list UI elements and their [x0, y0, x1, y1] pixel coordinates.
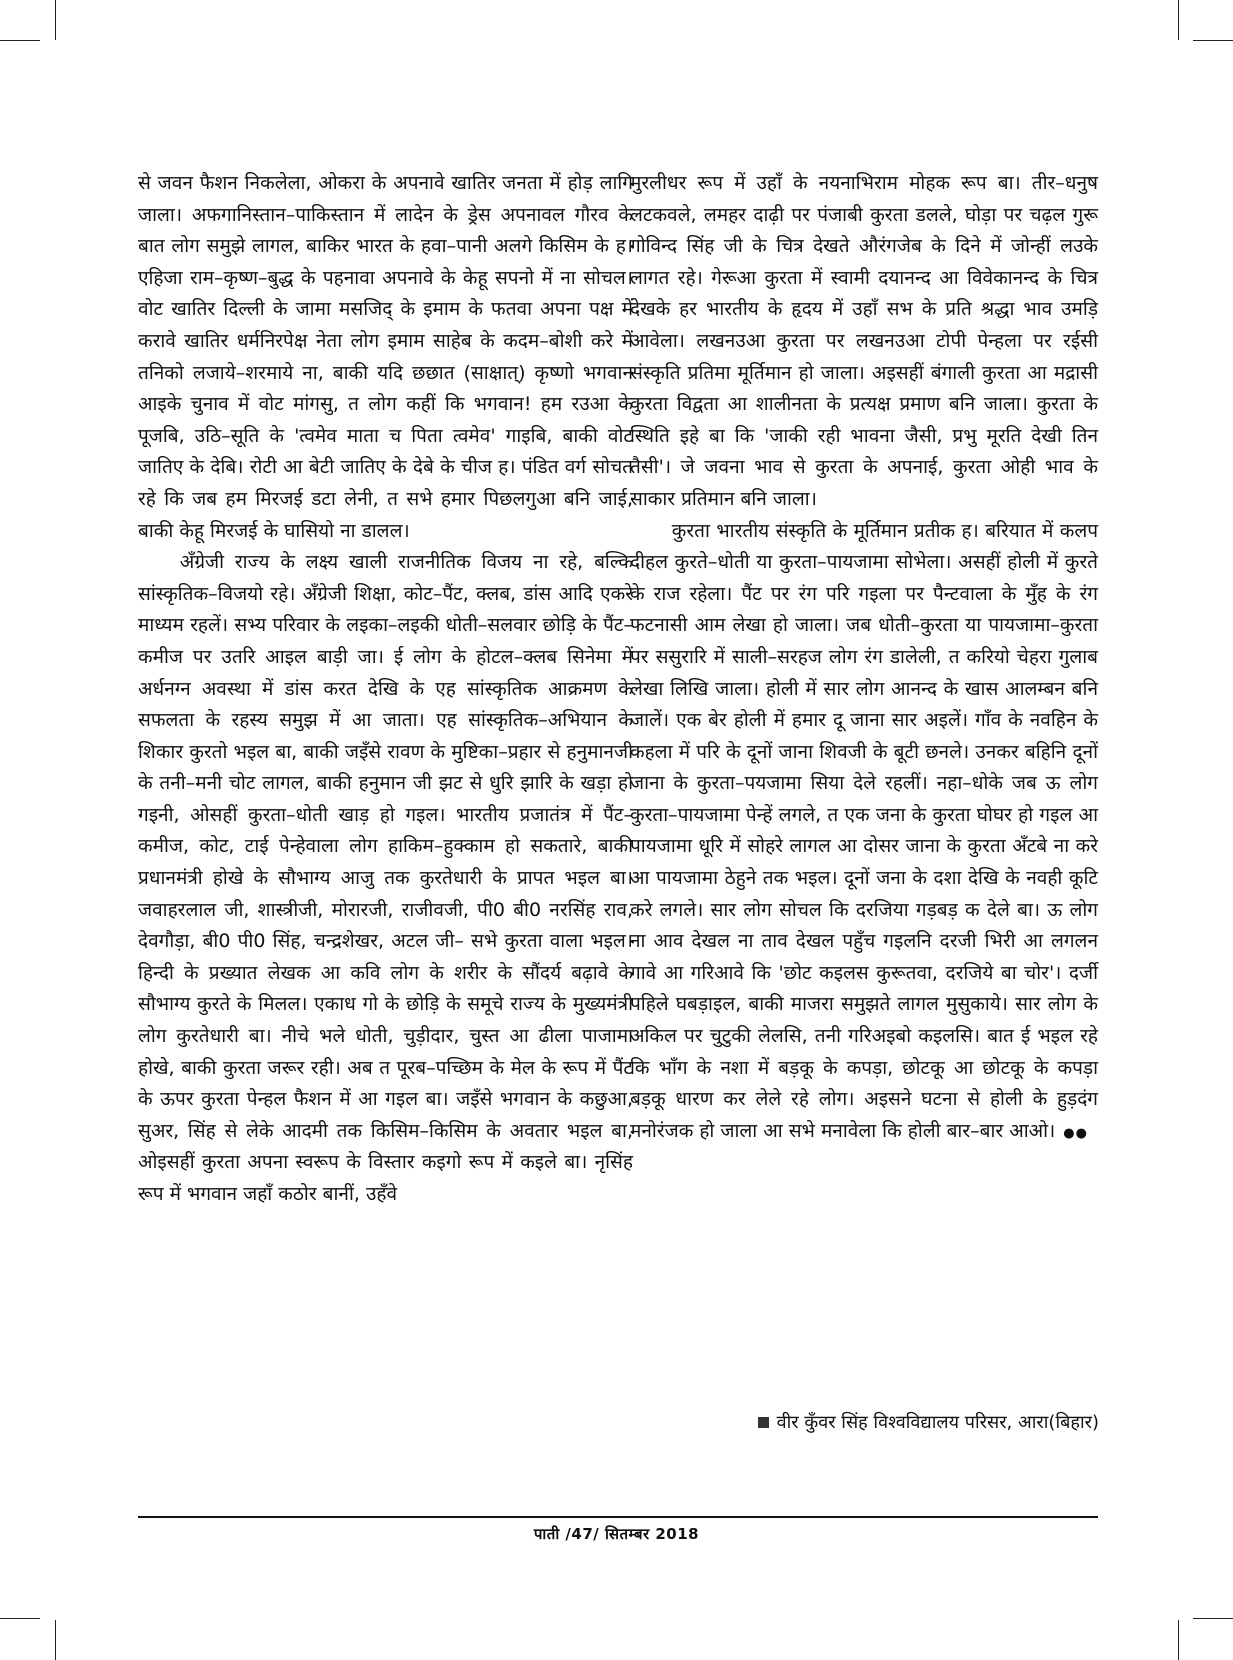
crop-mark	[55, 0, 56, 40]
paragraph: अँग्रेजी राज्य के लक्ष्य खाली राजनीतिक विजय ना रहे, बल्कि सांस्कृतिक–विजयो रहे। अँग्रेजी शिक्षा, कोट–पैंट, क्लब, डांस आदि एकरे माध्यम रहलें। सभ्य परिवार के लइका–लइकी धोती–सलवार छोड़ि के पैंट–कमीज पर उतरि आइल बाड़ी जा। ई लोग के होटल–क्लब सिनेमा में अर्धनग्न अवस्था में डांस करत देखि के एह सांस्कृतिक आक्रमण के सफलता के रहस्य समुझ में आ जाता। एह सांस्कृतिक–अभियान के शिकार कुरतो भइल बा, बाकी जइँसे रावण के मुष्टिका–प्रहार से हनुमानजी के तनी–मनी चोट लागल, बाकी हनुमान जी झट से धुरि झारि के खड़ा हो गइनी, ओसहीं कुरता–धोती खाड़ हो गइल। भारतीय प्रजातंत्र में पैंट–कमीज, कोट, टाई पेन्हेवाला लोग हाकिम–हुक्काम हो सकतारे, बाकी प्रधानमंत्री होखे के सौभाग्य आजु तक कुरतेधारी के प्रापत भइल बा। जवाहरलाल जी, शास्त्रीजी, मोरारजी, राजीवजी, पी0 बी0 नरसिंह राव, देवगौड़ा, बी0 पी0 सिंह, चन्द्रशेखर, अटल जी– सभे कुरता वाला भइल। हिन्दी के प्रख्यात लेखक आ कवि लोग के शरीर के सौंदर्य बढ़ावे के सौभाग्य कुरते के मिलल। एकाध गो के छोड़ि के समूचे राज्य के मुख्यमंत्री लोग कुरतेधारी बा। नीचे भले धोती, चुड़ीदार, चुस्त आ ढीला पाजामा होखे, बाकी कुरता जरूर रही। अब त पूरब–पच्छिम के मेल के रूप में पैंट के ऊपर कुरता पेन्हल फैशन में आ गइल बा। जइँसे भगवान के कछुआ, सुअर, सिंह से लेके आदमी तक किसिम–किसिम के अवतार भइल बा, ओइसहीं कुरता अपना स्वरूप के विस्तार कइगो रूप में कइले बा। नृसिंह रूप में भगवान जहाँ कठोर बानीं, उहँवे	[138, 551, 633, 1205]
author-affiliation	[758, 1410, 1099, 1434]
affiliation-text: वीर कुँवर सिंह विश्वविद्यालय परिसर, आरा(बिहार)	[776, 1412, 1099, 1433]
paragraph: कुरता भारतीय संस्कृति के मूर्तिमान प्रतीक ह। बरियात में कलप दीहल कुरते–धोती या कुरता–पायजामा सोभेला। असहीं होली में कुरते के राज रहेला। पैंट पर रंग परि गइला पर पैन्टवाला के मुँह के रंग फटनासी आम लेखा हो जाला। जब धोती–कुरता या पायजामा–कुरता पर ससुरारि में साली–सरहज लोग रंग डालेली, त करियो चेहरा गुलाब लेखा लिखि जाला। होली में सार लोग आनन्द के खास आलम्बन बनि जालें। एक बेर होली में हमार दू जाना सार अइलें। गाँव के नवहिन के कहला में परि के दूनों जाना शिवजी के बूटी छनले। उनकर बहिनि दूनों जाना के कुरता–पयजामा सिया देले रहलीं। नहा–धोके जब ऊ लोग कुरता–पायजामा पेन्हें लगले, त एक जना के कुरता घोघर हो गइल आ पायजामा धूरि में सोहरे लागल आ दोसर जाना के कुरता अँटबे ना करे आ पायजामा ठेहुने तक भइल। दूनों जना के दशा देखि के नवही कूटि करे लगले। सार लोग सोचल कि दरजिया गड़बड़ क देले बा। ऊ लोग ना आव देखल ना ताव देखल पहुँच गइलनि दरजी भिरी आ लगलन गावे आ गरिआवे कि 'छोट कइलस कुरूतवा, दरजिये बा चोर'। दर्जी पहिले घबड़ाइल, बाकी माजरा समुझते लागल मुसुकाये। सार लोग के अकिल पर चुटुकी लेलसि, तनी गरिअइबो कइलसि। बात ई भइल रहे कि भाँग के नशा में बड़कू के कपड़ा, छोटकू आ छोटकू के कपड़ा बड़कू धारण कर लेले रहे लोग। अइसने घटना से होली के हुड़दंग मनोरंजक हो जाला आ सभे मनावेला कि होली बार–बार आओ।	[630, 519, 1098, 1142]
square-bullet-icon	[758, 1417, 769, 1428]
crop-mark	[1193, 1618, 1233, 1619]
crop-mark	[1193, 40, 1233, 41]
end-mark: ●●	[1063, 1125, 1088, 1141]
left-column	[138, 168, 633, 1211]
crop-mark	[0, 40, 40, 41]
paragraph-with-end-mark	[630, 516, 1098, 1150]
crop-mark	[1178, 1620, 1179, 1660]
right-column	[630, 168, 1098, 1149]
page-footer: पाती /47/ सितम्बर 2018	[533, 1525, 700, 1543]
crop-mark	[55, 1620, 56, 1660]
paragraph: मुरलीधर रूप में उहाँ के नयनाभिराम मोहक रूप बा। तीर–धनुष लटकवले, लमहर दाढ़ी पर पंजाबी कुरता डलले, घोड़ा पर चढ़ल गुरू गोविन्द सिंह जी के चित्र देखते औरंगजेब के दिने में जोन्हीं लउके लागत रहे। गेरूआ कुरता में स्वामी दयानन्द आ विवेकानन्द के चित्र देखके हर भारतीय के हृदय में उहाँ सभ के प्रति श्रद्धा भाव उमड़ि आवेला। लखनउआ कुरता पर लखनउआ टोपी पेन्हला पर रईसी संस्कृति प्रतिमा मूर्तिमान हो जाला। अइसहीं बंगाली कुरता आ मद्रासी कुरता विद्वता आ शालीनता के प्रत्यक्ष प्रमाण बनि जाला। कुरता के स्थिति इहे बा कि 'जाकी रही भावना जैसी, प्रभु मूरति देखी तिन तैसी'। जे जवना भाव से कुरता के अपनाई, कुरता ओही भाव के साकार प्रतिमान बनि जाला।	[630, 172, 1098, 510]
crop-mark	[0, 1618, 40, 1619]
footer-rule	[138, 1516, 1098, 1518]
crop-mark	[1178, 0, 1179, 40]
paragraph: से जवन फैशन निकलेला, ओकरा के अपनावे खातिर जनता में होड़ लागि जाला। अफगानिस्तान–पाकिस्तान में लादेन के ड्रेस अपनावल गौरव के बात लोग समुझे लागल, बाकिर भारत के हवा–पानी अलगे किसिम के ह। एहिजा राम–कृष्ण–बुद्ध के पहनावा अपनावे के केहू सपनो में ना सोचल। वोट खातिर दिल्ली के जामा मसजिद् के इमाम के फतवा अपना पक्ष में करावे खातिर धर्मनिरपेक्ष नेता लोग इमाम साहेब के कदम–बोशी करे में तनिको लजाये–शरमाये ना, बाकी यदि छछात (साक्षात्) कृष्णो भगवान आइके चुनाव में वोट मांगसु, त लोग कहीं कि भगवान! हम रउआ के पूजबि, उठि–सूति के 'त्वमेव माता च पिता त्वमेव' गाइबि, बाकी वोट जातिए के देबि। रोटी आ बेटी जातिए के देबे के चीज ह। पंडित वर्ग सोचत रहे कि जब हम मिरजई डटा लेनी, त सभे हमार पिछलगुआ बनि जाई, बाकी केहू मिरजई के घासियो ना डालल।	[138, 172, 633, 542]
